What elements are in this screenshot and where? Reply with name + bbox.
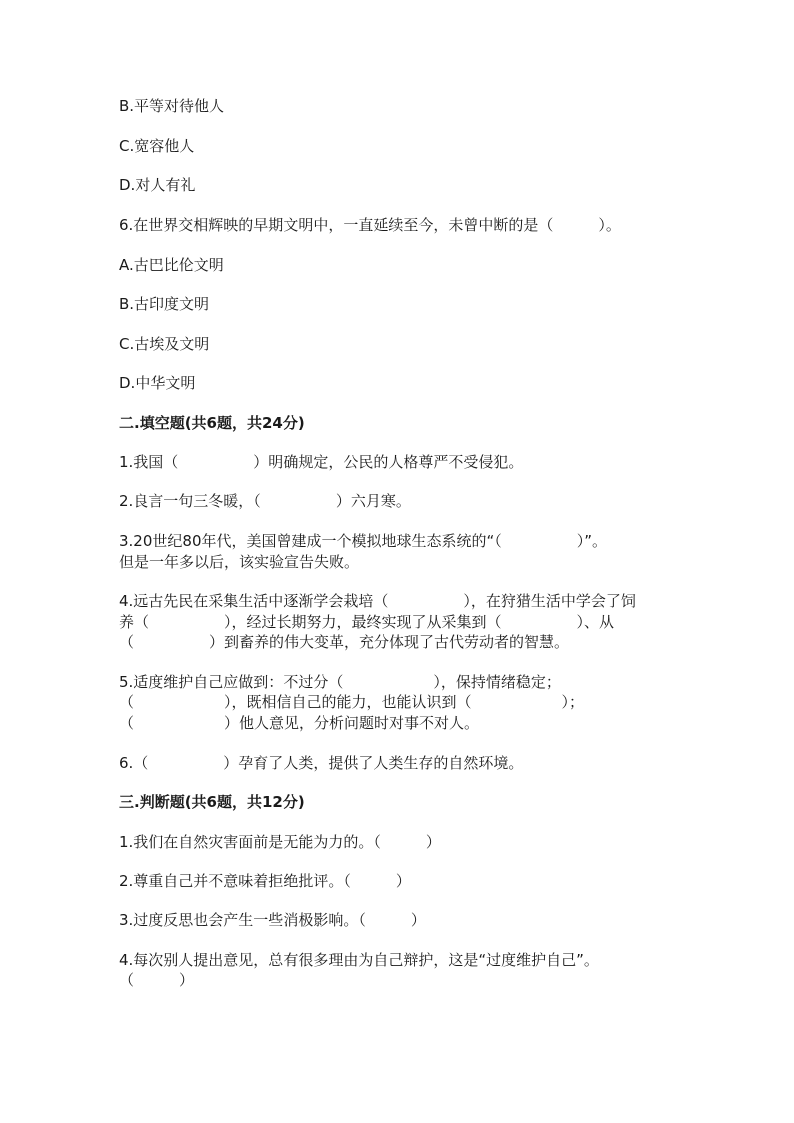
fill-line-1: 1.我国（ ）明确规定，公民的人格尊严不受侵犯。: [119, 453, 524, 471]
judge-line-4b: （ ）: [119, 971, 195, 989]
fill-line-5b: （ ），既相信自己的能力，也能认识到（ ）；: [119, 693, 585, 711]
fill-line-4a: 4.远古先民在采集生活中逐渐学会栽培（ ），在狩猎生活中学会了饲: [119, 592, 636, 610]
judge-line-2: 2.尊重自己并不意味着拒绝批评。（ ）: [119, 872, 411, 890]
fill-line-2: 2.良言一句三冬暖，（ ）六月寒。: [119, 492, 411, 510]
judge-line-4a: 4.每次别人提出意见，总有很多理由为自己辩护，这是“过度维护自己”。: [119, 951, 599, 969]
fill-line-3a: 3.20世纪80年代，美国曾建成一个模拟地球生态系统的“（ ）”。: [119, 532, 608, 550]
fill-line-4b: 养（ ），经过长期努力，最终实现了从采集到（ ）、从: [119, 613, 615, 631]
fill-line-4c: （ ）到畜养的伟大变革，充分体现了古代劳动者的智慧。: [119, 633, 570, 651]
q5-option-c: C.宽容他人: [119, 137, 195, 155]
q5-option-d: D.对人有礼: [119, 176, 196, 194]
q5-option-b: B.平等对待他人: [119, 97, 225, 115]
fill-line-6: 6.（ ）孕育了人类，提供了人类生存的自然环境。: [119, 754, 524, 772]
fill-line-5c: （ ）他人意见，分析问题时对事不对人。: [119, 714, 480, 732]
fill-line-3b: 但是一年多以后，该实验宣告失败。: [119, 553, 360, 571]
q6-option-b: B.古印度文明: [119, 295, 210, 313]
fill-section-heading: 二.填空题(共6题，共24分): [119, 414, 305, 432]
judge-section-heading: 三.判断题(共6题，共12分): [119, 793, 305, 811]
q6-option-d: D.中华文明: [119, 374, 196, 392]
judge-line-3: 3.过度反思也会产生一些消极影响。（ ）: [119, 911, 426, 929]
judge-line-1: 1.我们在自然灾害面前是无能为力的。（ ）: [119, 833, 441, 851]
fill-line-5a: 5.适度维护自己应做到：不过分（ ），保持情绪稳定；: [119, 673, 561, 691]
question-6: 6.在世界交相辉映的早期文明中，一直延续至今，未曾中断的是（ ）。: [119, 216, 621, 234]
q6-option-a: A.古巴比伦文明: [119, 256, 224, 274]
q6-option-c: C.古埃及文明: [119, 335, 210, 353]
